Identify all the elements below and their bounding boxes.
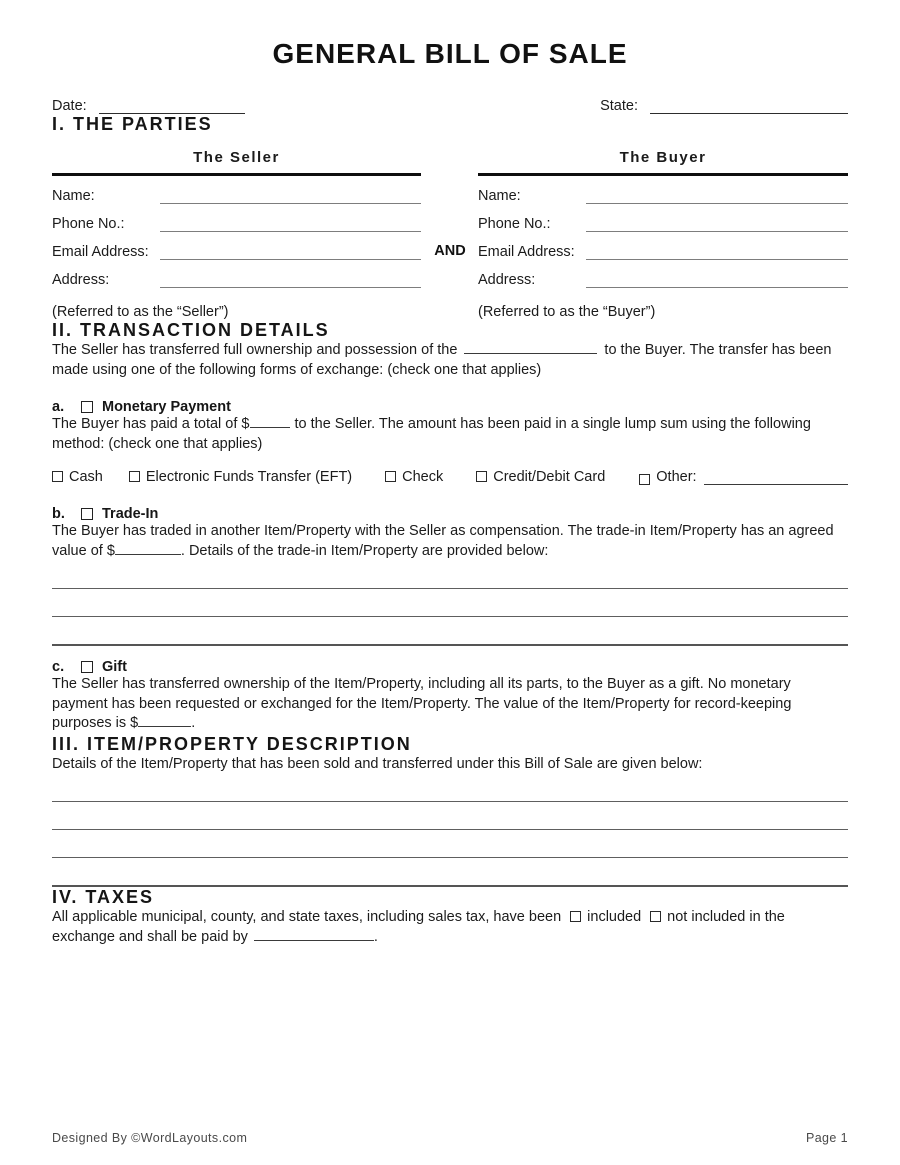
trade-in-value-input-line[interactable]	[115, 542, 181, 555]
date-state-row	[52, 98, 848, 114]
trade-in-write-line[interactable]	[52, 589, 848, 617]
trade-in-checkbox-icon[interactable]	[81, 508, 93, 520]
trade-in-paragraph	[52, 522, 848, 561]
monetary-payment-option-row	[52, 399, 848, 415]
option-cash	[52, 469, 103, 485]
gift-label: Gift	[102, 659, 127, 675]
gift-option-row	[52, 659, 848, 675]
buyer-address-label: Address:	[478, 272, 536, 288]
buyer-address-row	[478, 271, 848, 288]
eft-label: Electronic Funds Transfer (EFT)	[145, 469, 353, 485]
seller-column	[52, 149, 421, 320]
parties-section-heading: I. THE PARTIES	[52, 114, 213, 134]
check-checkbox-icon[interactable]	[385, 471, 396, 482]
option-check	[385, 469, 443, 485]
other-method-input-line[interactable]	[704, 471, 848, 485]
buyer-email-label: Email Address:	[478, 244, 575, 260]
item-description-write-line[interactable]	[52, 830, 848, 858]
item-name-input-line[interactable]	[464, 341, 597, 354]
parties-columns	[52, 149, 848, 320]
trade-in-details-lines	[52, 561, 848, 646]
transaction-section-heading: II. TRANSACTION DETAILS	[52, 320, 330, 340]
trade-in-write-line[interactable]	[52, 561, 848, 589]
gift-para-part2: .	[191, 715, 196, 731]
monetary-payment-checkbox-icon[interactable]	[81, 401, 93, 413]
trade-in-para-part1: The Buyer has traded in another Item/Property with the Seller as compensation. The trade-in Item/Property has an agreed value of $	[52, 523, 834, 559]
page-footer	[52, 1131, 848, 1145]
taxes-included-label: included	[587, 909, 642, 925]
and-connector-label: AND	[434, 243, 466, 259]
option-credit-debit	[476, 469, 605, 485]
item-description-write-line[interactable]	[52, 774, 848, 802]
item-description-write-line[interactable]	[52, 858, 848, 887]
seller-email-input-line[interactable]	[160, 243, 421, 260]
taxes-not-included-label: not included in the exchange and shall be paid by	[52, 909, 785, 945]
payment-method-options-row	[52, 469, 848, 485]
monetary-para-part1: The Buyer has paid a total of $	[52, 416, 250, 432]
check-label: Check	[402, 469, 444, 485]
transaction-intro-part1: The Seller has transferred full ownership and possession of the	[52, 342, 458, 358]
seller-name-label: Name:	[52, 188, 95, 204]
monetary-payment-label: Monetary Payment	[102, 399, 231, 415]
buyer-phone-label: Phone No.:	[478, 216, 551, 232]
taxes-part2: .	[373, 928, 378, 945]
item-description-section-heading: III. ITEM/PROPERTY DESCRIPTION	[52, 733, 412, 754]
gift-checkbox-icon[interactable]	[81, 661, 93, 673]
date-input-line[interactable]	[99, 99, 245, 114]
item-description-lines	[52, 774, 848, 887]
monetary-payment-letter: a.	[52, 399, 65, 415]
trade-in-letter: b.	[52, 506, 65, 522]
cash-checkbox-icon[interactable]	[52, 471, 63, 482]
seller-email-row	[52, 243, 421, 260]
transaction-intro-paragraph	[52, 341, 848, 380]
seller-address-row	[52, 271, 421, 288]
seller-email-label: Email Address:	[52, 244, 149, 260]
buyer-column	[478, 149, 848, 320]
seller-phone-label: Phone No.:	[52, 216, 125, 232]
taxes-part1: All applicable municipal, county, and state taxes, including sales tax, have been	[52, 909, 562, 925]
option-other	[639, 469, 848, 485]
date-field-group	[52, 98, 245, 114]
buyer-email-input-line[interactable]	[586, 243, 848, 260]
seller-footnote: (Referred to as the “Seller”)	[52, 304, 229, 320]
buyer-phone-input-line[interactable]	[586, 215, 848, 232]
item-description-write-line[interactable]	[52, 802, 848, 830]
taxes-included-checkbox-icon[interactable]	[570, 911, 581, 922]
buyer-column-heading: The Buyer	[478, 149, 848, 176]
gift-paragraph	[52, 675, 848, 734]
buyer-name-input-line[interactable]	[586, 187, 848, 204]
seller-phone-row	[52, 215, 421, 232]
buyer-footnote: (Referred to as the “Buyer”)	[478, 304, 656, 320]
seller-phone-input-line[interactable]	[160, 215, 421, 232]
seller-address-label: Address:	[52, 272, 110, 288]
date-label: Date:	[52, 98, 87, 114]
item-description-intro: Details of the Item/Property that has been sold and transferred under this Bill of Sale are given below:	[52, 755, 703, 772]
option-eft	[129, 469, 352, 485]
monetary-payment-paragraph	[52, 415, 848, 454]
page-number: Page 1	[805, 1131, 848, 1145]
gift-letter: c.	[52, 659, 65, 675]
buyer-email-row	[478, 243, 848, 260]
buyer-address-input-line[interactable]	[586, 271, 848, 288]
seller-name-row	[52, 187, 421, 204]
buyer-name-label: Name:	[478, 188, 521, 204]
taxes-payer-input-line[interactable]	[254, 928, 374, 941]
state-input-line[interactable]	[650, 99, 848, 114]
seller-name-input-line[interactable]	[160, 187, 421, 204]
buyer-name-row	[478, 187, 848, 204]
other-label: Other:	[656, 469, 697, 485]
taxes-paragraph	[52, 908, 848, 947]
seller-address-input-line[interactable]	[160, 271, 421, 288]
state-field-group	[600, 98, 848, 114]
trade-in-label: Trade-In	[102, 506, 159, 522]
seller-column-heading: The Seller	[52, 149, 421, 176]
buyer-phone-row	[478, 215, 848, 232]
credit-debit-label: Credit/Debit Card	[493, 469, 606, 485]
trade-in-para-part2: . Details of the trade-in Item/Property are provided below:	[180, 542, 549, 559]
other-checkbox-icon[interactable]	[639, 474, 650, 485]
state-label: State:	[600, 98, 638, 114]
eft-checkbox-icon[interactable]	[129, 471, 140, 482]
gift-para-part1: The Seller has transferred ownership of the Item/Property, including all its parts, to the Buyer as a gift. No monetary payment has been requested or exchanged for the Item/Property. The value of the Item/Property for record-keeping purposes is $	[52, 676, 792, 731]
payment-amount-input-line[interactable]	[250, 415, 290, 428]
monetary-para-part2: to the Seller. The amount has been paid in a single lump sum using the following method: (check one that applies)	[52, 416, 811, 452]
gift-value-input-line[interactable]	[138, 714, 191, 727]
transaction-intro-part2: to the Buyer. The transfer has been made using one of the following forms of exchange: (check one that applies)	[52, 342, 832, 378]
document-title: GENERAL BILL OF SALE	[272, 38, 628, 69]
footer-credit: Designed By ©WordLayouts.com	[52, 1131, 248, 1145]
taxes-section-heading: IV. TAXES	[52, 887, 155, 907]
trade-in-option-row	[52, 506, 848, 522]
credit-debit-checkbox-icon[interactable]	[476, 471, 487, 482]
trade-in-write-line[interactable]	[52, 617, 848, 646]
cash-label: Cash	[69, 469, 103, 485]
taxes-not-included-checkbox-icon[interactable]	[650, 911, 661, 922]
